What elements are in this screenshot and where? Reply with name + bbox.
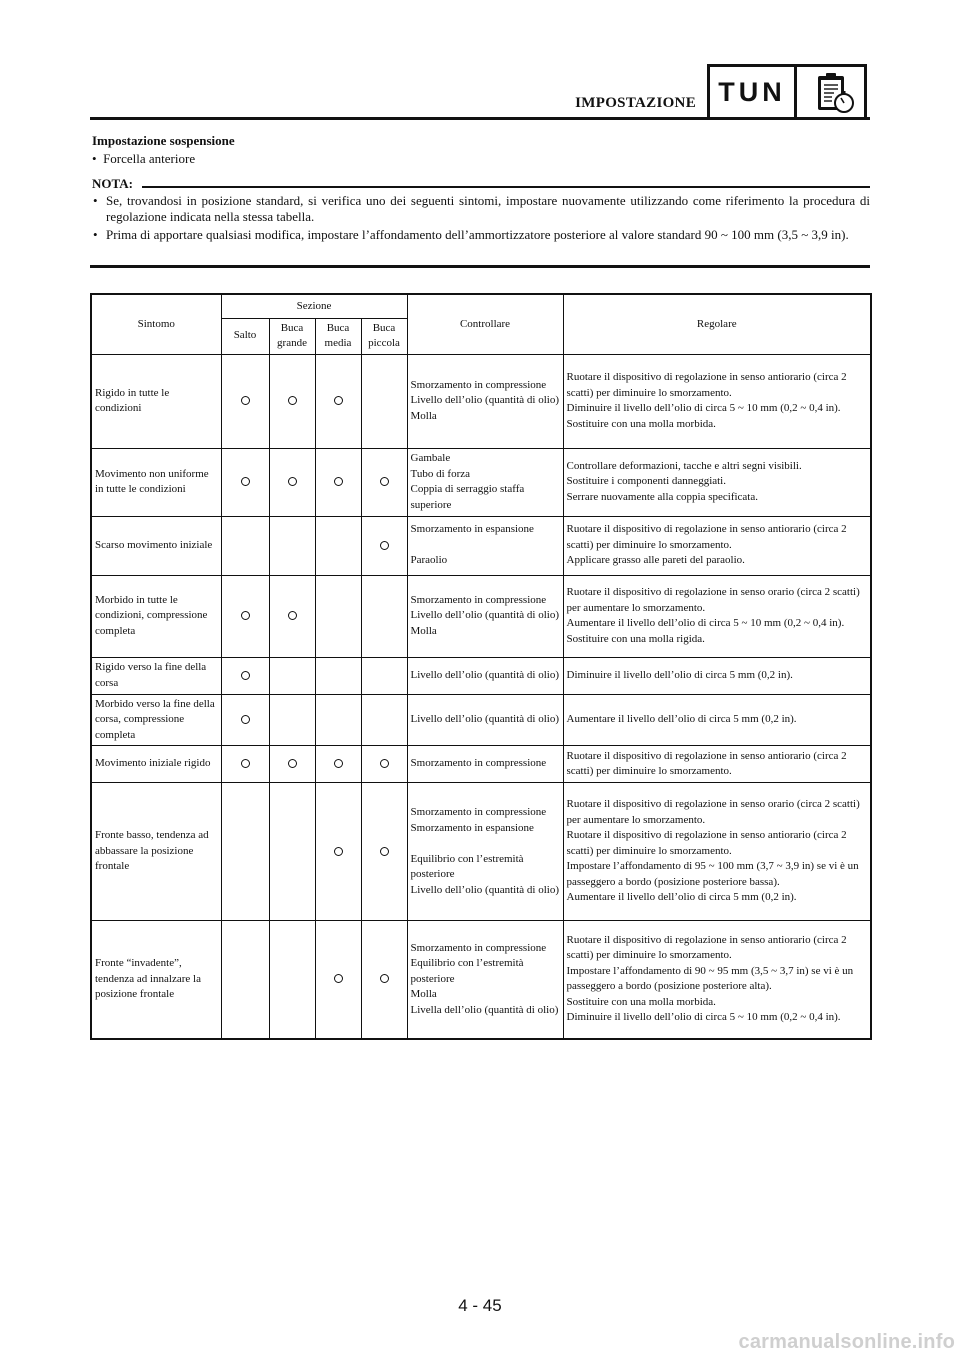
badge-divider bbox=[794, 67, 797, 117]
controllare-line: Molla bbox=[410, 988, 437, 1000]
header-controllare: Controllare bbox=[407, 294, 563, 354]
cell-controllare bbox=[407, 448, 563, 516]
regolare-line: Ruotare il dispositivo di regolazione in senso orario (circa 2 scatti) per aumentare lo smorzamento. bbox=[566, 586, 860, 614]
header-rule bbox=[90, 117, 870, 120]
controllare-line: Livello dell’olio (quantità di olio) bbox=[410, 713, 559, 725]
controllare-line bbox=[411, 538, 560, 554]
regolare-line: Ruotare il dispositivo di regolazione in senso antiorario (circa 2 scatti) per diminuire lo smorzamento. bbox=[566, 829, 847, 857]
circle-mark-icon bbox=[288, 396, 297, 405]
regolare-line: Aumentare il livello dell’olio di circa 5 mm (0,2 in). bbox=[566, 891, 797, 904]
table-row bbox=[91, 921, 871, 1039]
controllare-line: Equilibrio con l’estremità posteriore bbox=[410, 957, 524, 985]
controllare-line: Livella dell’olio (quantità di olio) bbox=[410, 1003, 559, 1016]
regolare-line: Sostituire con una molla rigida. bbox=[566, 632, 705, 645]
cell-controllare bbox=[407, 746, 563, 783]
cell-sezione-mark bbox=[221, 921, 269, 1039]
regolare-line: Sostituire i componenti danneggiati. bbox=[566, 475, 726, 488]
circle-mark-icon bbox=[288, 611, 297, 620]
table-body bbox=[91, 354, 871, 1039]
header-buca-media: Buca media bbox=[315, 318, 361, 354]
table-row bbox=[91, 575, 871, 657]
nota-rule bbox=[142, 186, 870, 188]
circle-mark-icon bbox=[334, 396, 343, 405]
cell-sezione-mark bbox=[361, 694, 407, 746]
header-sintomo: Sintomo bbox=[91, 294, 221, 354]
regolare-line: Sostituire con una molla morbida. bbox=[566, 417, 716, 430]
nota-list bbox=[92, 193, 870, 245]
controllare-line: Smorzamento in compressione bbox=[410, 593, 547, 606]
controllare-line: Livello dell’olio (quantità di olio) bbox=[410, 883, 559, 896]
cell-sezione-mark bbox=[315, 746, 361, 783]
cell-sintomo: Rigido in tutte le condizioni bbox=[91, 354, 221, 448]
circle-mark-icon bbox=[334, 477, 343, 486]
cell-controllare bbox=[407, 575, 563, 657]
controllare-line: Smorzamento in compressione bbox=[410, 941, 547, 954]
intro-heading: Impostazione sospensione bbox=[92, 133, 235, 148]
table-row bbox=[91, 694, 871, 746]
cell-controllare bbox=[407, 657, 563, 694]
table-row bbox=[91, 448, 871, 516]
regolare-line: Aumentare il livello dell’olio di circa 5 ~ 10 mm (0,2 ~ 0,4 in). bbox=[566, 617, 845, 629]
cell-controllare bbox=[407, 783, 563, 921]
table-row bbox=[91, 657, 871, 694]
cell-sezione-mark bbox=[361, 657, 407, 694]
cell-sezione-mark bbox=[361, 746, 407, 783]
cell-sezione-mark bbox=[221, 783, 269, 921]
cell-sezione-mark bbox=[269, 746, 315, 783]
controllare-line: Smorzamento in espansione bbox=[410, 523, 534, 536]
circle-mark-icon bbox=[380, 847, 389, 856]
controllare-line: Livello dell’olio (quantità di olio) bbox=[410, 609, 559, 622]
cell-sezione-mark bbox=[361, 354, 407, 448]
controllare-line bbox=[411, 836, 560, 852]
controllare-line: Smorzamento in compressione bbox=[410, 757, 547, 770]
controllare-line: Smorzamento in compressione bbox=[410, 806, 547, 818]
header-sezione: Sezione bbox=[221, 294, 407, 318]
regolare-line: Ruotare il dispositivo di regolazione in senso antiorario (circa 2 scatti) per diminuire lo smorzamento. bbox=[566, 371, 847, 399]
cell-sezione-mark bbox=[315, 694, 361, 746]
table-row bbox=[91, 783, 871, 921]
circle-mark-icon bbox=[241, 759, 250, 768]
cell-regolare bbox=[563, 746, 871, 783]
cell-sezione-mark bbox=[361, 783, 407, 921]
regolare-line: Ruotare il dispositivo di regolazione in senso antiorario (circa 2 scatti) per diminuire lo smorzamento. bbox=[566, 749, 847, 777]
cell-sezione-mark bbox=[269, 516, 315, 575]
regolare-line: Serrare nuovamente alla coppia specificata. bbox=[566, 490, 759, 503]
cell-sintomo: Morbido verso la fine della corsa, compressione completa bbox=[91, 694, 221, 746]
cell-sezione-mark bbox=[315, 516, 361, 575]
controllare-line: Livello dell’olio (quantità di olio) bbox=[410, 668, 559, 681]
regolare-line: Sostituire con una molla morbida. bbox=[566, 995, 716, 1008]
circle-mark-icon bbox=[334, 974, 343, 983]
nota-item-text: Prima di apportare qualsiasi modifica, impostare l’affondamento dell’ammortizzatore posteriore al valore standard 90 ~ 100 mm (3,5 ~ 3,9 in). bbox=[106, 227, 849, 242]
cell-regolare bbox=[563, 354, 871, 448]
cell-sezione-mark bbox=[315, 575, 361, 657]
circle-mark-icon bbox=[334, 847, 343, 856]
cell-controllare bbox=[407, 516, 563, 575]
regolare-line: Ruotare il dispositivo di regolazione in senso antiorario (circa 2 scatti) per diminuire lo smorzamento. bbox=[566, 933, 847, 962]
cell-sezione-mark bbox=[221, 354, 269, 448]
cell-regolare bbox=[563, 448, 871, 516]
cell-sezione-mark bbox=[361, 921, 407, 1039]
cell-sezione-mark bbox=[361, 516, 407, 575]
nota-item-text: Se, trovandosi in posizione standard, si verifica uno dei seguenti sintomi, impostare nuovamente utilizzando come riferimento la procedura di regolazione indicata nella stessa tabella. bbox=[106, 193, 870, 224]
cell-sintomo: Fronte “invadente”, tendenza ad innalzare la posizione frontale bbox=[91, 921, 221, 1039]
cell-sezione-mark bbox=[221, 516, 269, 575]
header-salto: Salto bbox=[221, 318, 269, 354]
circle-mark-icon bbox=[241, 715, 250, 724]
cell-sezione-mark bbox=[361, 448, 407, 516]
regolare-line: Diminuire il livello dell’olio di circa 5 ~ 10 mm (0,2 ~ 0,4 in). bbox=[566, 402, 841, 414]
table-row bbox=[91, 746, 871, 783]
cell-sintomo: Movimento non uniforme in tutte le condizioni bbox=[91, 448, 221, 516]
cell-sezione-mark bbox=[315, 448, 361, 516]
circle-mark-icon bbox=[380, 477, 389, 486]
cell-sezione-mark bbox=[269, 575, 315, 657]
controllare-line: Smorzamento in espansione bbox=[410, 821, 534, 834]
circle-mark-icon bbox=[241, 671, 250, 680]
table-row bbox=[91, 354, 871, 448]
controllare-line: Smorzamento in compressione bbox=[410, 378, 547, 391]
circle-mark-icon bbox=[380, 541, 389, 550]
cell-sezione-mark bbox=[361, 575, 407, 657]
cell-sezione-mark bbox=[269, 694, 315, 746]
cell-sezione-mark bbox=[269, 657, 315, 694]
page-number: 4 - 45 bbox=[458, 1296, 502, 1315]
cell-sintomo: Rigido verso la fine della corsa bbox=[91, 657, 221, 694]
cell-sezione-mark bbox=[221, 448, 269, 516]
controllare-line: Gambale bbox=[410, 452, 451, 464]
cell-regolare bbox=[563, 575, 871, 657]
cell-sezione-mark bbox=[315, 354, 361, 448]
regolare-line: Ruotare il dispositivo di regolazione in senso orario (circa 2 scatti) per aumentare lo smorzamento. bbox=[566, 798, 860, 826]
intro-bullet-text: Forcella anteriore bbox=[103, 151, 196, 166]
cell-sintomo: Scarso movimento iniziale bbox=[91, 516, 221, 575]
header-buca-piccola: Buca piccola bbox=[361, 318, 407, 354]
controllare-line: Livello dell’olio (quantità di olio) bbox=[410, 394, 559, 407]
circle-mark-icon bbox=[241, 611, 250, 620]
regolare-line: Applicare grasso alle pareti del paraolio. bbox=[566, 554, 745, 567]
cell-controllare bbox=[407, 694, 563, 746]
regolare-line: Impostare l’affondamento di 90 ~ 95 mm (3,5 ~ 3,7 in) se vi è un passeggero a bordo (posizione posteriore alta). bbox=[566, 964, 854, 993]
controllare-line: Molla bbox=[410, 409, 437, 422]
circle-mark-icon bbox=[380, 759, 389, 768]
cell-sezione-mark bbox=[269, 448, 315, 516]
controllare-line: Tubo di forza bbox=[410, 467, 470, 480]
cell-sezione-mark bbox=[221, 657, 269, 694]
nota-item: • Se, trovandosi in posizione standard, si verifica uno dei seguenti sintomi, impostare nuovamente utilizzando come riferimento la procedura di regolazione indicata nella stessa tabella. bbox=[93, 193, 870, 224]
circle-mark-icon bbox=[334, 759, 343, 768]
cell-sezione-mark bbox=[269, 921, 315, 1039]
cell-regolare bbox=[563, 921, 871, 1039]
cell-sezione-mark bbox=[221, 694, 269, 746]
cell-sezione-mark bbox=[221, 575, 269, 657]
clipboard-stopwatch-icon bbox=[806, 70, 862, 114]
intro-bullet: • Forcella anteriore bbox=[92, 151, 196, 166]
cell-regolare bbox=[563, 657, 871, 694]
controllare-line: Paraolio bbox=[410, 554, 448, 567]
cell-controllare bbox=[407, 354, 563, 448]
header-buca-grande: Buca grande bbox=[269, 318, 315, 354]
section-title: IMPOSTAZIONE bbox=[575, 95, 696, 111]
cell-sintomo: Fronte basso, tendenza ad abbassare la posizione frontale bbox=[91, 783, 221, 921]
tun-badge bbox=[707, 64, 867, 120]
circle-mark-icon bbox=[241, 396, 250, 405]
suspension-table bbox=[90, 293, 872, 1040]
watermark: carmanualsonline.info bbox=[738, 1331, 955, 1353]
cell-regolare bbox=[563, 516, 871, 575]
cell-sezione-mark bbox=[315, 921, 361, 1039]
cell-sezione-mark bbox=[221, 746, 269, 783]
tun-label: TUN bbox=[718, 77, 786, 107]
circle-mark-icon bbox=[241, 477, 250, 486]
nota-label: NOTA: bbox=[92, 176, 133, 191]
controllare-line: Coppia di serraggio staffa superiore bbox=[410, 483, 525, 511]
regolare-line: Diminuire il livello dell’olio di circa 5 mm (0,2 in). bbox=[566, 668, 793, 681]
page-header bbox=[0, 0, 960, 130]
nota-item: • Prima di apportare qualsiasi modifica, impostare l’affondamento dell’ammortizzatore posteriore al valore standard 90 ~ 100 mm (3,5 ~ 3,9 in). bbox=[93, 227, 849, 242]
table-row bbox=[91, 516, 871, 575]
regolare-line: Aumentare il livello dell’olio di circa 5 mm (0,2 in). bbox=[566, 713, 797, 725]
nota-end-rule bbox=[90, 265, 870, 268]
regolare-line: Controllare deformazioni, tacche e altri segni visibili. bbox=[566, 459, 802, 472]
regolare-line: Diminuire il livello dell’olio di circa 5 ~ 10 mm (0,2 ~ 0,4 in). bbox=[566, 1011, 841, 1024]
regolare-line: Ruotare il dispositivo di regolazione in senso antiorario (circa 2 scatti) per diminuire lo smorzamento. bbox=[566, 523, 847, 551]
cell-regolare bbox=[563, 783, 871, 921]
circle-mark-icon bbox=[288, 759, 297, 768]
cell-sezione-mark bbox=[269, 783, 315, 921]
cell-sezione-mark bbox=[269, 354, 315, 448]
circle-mark-icon bbox=[288, 477, 297, 486]
controllare-line: Equilibrio con l’estremità posteriore bbox=[410, 852, 524, 880]
controllare-line: Molla bbox=[410, 624, 437, 637]
cell-sezione-mark bbox=[315, 783, 361, 921]
cell-sintomo: Movimento iniziale rigido bbox=[91, 746, 221, 783]
circle-mark-icon bbox=[380, 974, 389, 983]
header-regolare: Regolare bbox=[563, 294, 871, 354]
regolare-line: Impostare l’affondamento di 95 ~ 100 mm (3,7 ~ 3,9 in) se vi è un passeggero a bordo (posizione posteriore bassa). bbox=[566, 860, 859, 888]
cell-sezione-mark bbox=[315, 657, 361, 694]
cell-regolare bbox=[563, 694, 871, 746]
cell-sintomo: Morbido in tutte le condizioni, compressione completa bbox=[91, 575, 221, 657]
cell-controllare bbox=[407, 921, 563, 1039]
